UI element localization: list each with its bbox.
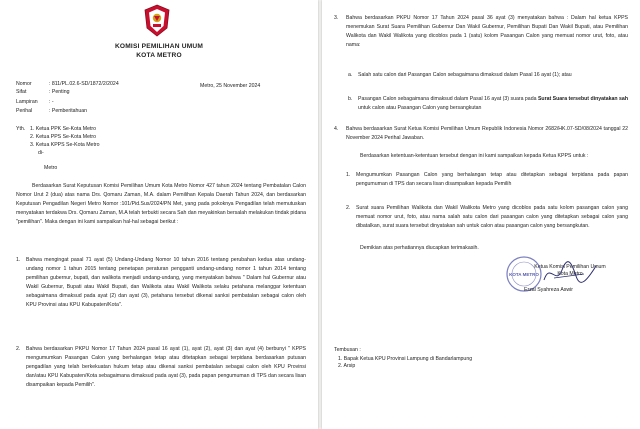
meta-label: Perihal <box>16 108 33 114</box>
point-3b-text-end: untuk calon atau Pasangan Calon yang bersangkutan <box>358 104 482 111</box>
subpoint-letter: b. <box>348 96 353 102</box>
signature-subtitle: Kota Metro <box>557 271 583 277</box>
handwritten-signature-icon <box>540 258 600 288</box>
tembusan-label: Tembusan : <box>334 347 361 353</box>
tembusan-item: 2. Arsip <box>338 363 356 369</box>
kpu-logo-icon <box>143 4 171 38</box>
letter-page-2 <box>322 0 640 429</box>
point-2-paragraph: Bahwa berdasarkan PKPU Nomor 17 Tahun 2024 pasal 16 ayat (1), ayat (2), ayat (3) dan ayat (4) berbunyi " KPPS mengumumkan Pasangan Calon yang berhalangan tetap atau ditetapkan sebagai terpidana berdasarkan putusan pengadilan yang telah berkekuatan hukum tetap atau dikenai sanksi pembatalan sebagai calon oleh KPU Provinsi dan/atau KPU Kabupaten/Kota sebagaimana dimaksud pada ayat (3), pada papan pengumuman di TPS dan secara lisan disampaikan kepada Pemilih". <box>26 346 306 388</box>
meta-label: Nomor <box>16 81 32 87</box>
addressee-item: 3. Ketua KPPS Se-Kota Metro <box>30 142 100 148</box>
stamp-text: KOTA METRO <box>509 272 539 277</box>
point-1-paragraph: Bahwa mengingat pasal 71 ayat (5) Undang-Undang Nomor 10 tahun 2016 tentang perubahan kedua atas undang-undang nomor 1 tahun 2015 tentang penetapan peraturan pengganti undang-undang nomor 1 tahun 2014 tentang pemilihan gubernur, bupati, dan walikota menjadi undang-undang, yang menyatakan bahwa " Dalam hal Gubernur atau Wakil Gubernur, Bupati atau Wakil Bupati, dan Walikota atau Wakil Walikota selaku petahana melanggar ketentuan sebagaimana dimaksud pada ayat (2) dan ayat (3), petahana tersebut dikenai sanksi pembatalan sebagai calon oleh KPU Provinsi atau KPU Kabupaten/Kota". <box>26 257 306 308</box>
conclusion-paragraph: Berdasarkan ketentuan-ketentuan tersebut dengan ini kami sampaikan kepada Ketua KPPS untuk : <box>360 153 589 159</box>
point-number: 2. <box>346 205 351 211</box>
point-3b-bold-text: Surat Suara tersebut dinyatakan sah <box>537 96 628 102</box>
point-number: 1. <box>346 172 351 178</box>
signatory-name: Erzal Syahreza Aswir <box>524 287 574 293</box>
addressee-salutation: Yth. <box>16 126 26 132</box>
meta-lampiran <box>16 99 54 105</box>
intro-paragraph: Berdasarkan Surat Keputusan Komisi Pemilihan Umum Kota Metro Nomor 427 tahun 2024 tentang Pembatalan Calon Nomor Urut 2 (dua) atas nama Drs. Qomaru Zaman, M.A. dalam Pemilihan Kepala Daerah Tahun 2024, dan berdasarkan Keputusan Pengadilan Negeri Metro Nomor :101/Pid.Sus/2024/PN Met, yang pada pokoknya Pengadilan telah memutuskan menyatakan terdakwa Drs. Qomaru Zaman, M.A telah terbukti secara Sah dan meyakinkan bersalah melakukan tindak pidana "pemilihan". Maka dengan ini kami sampaikan hal-hal sebagai berikut : <box>16 183 306 225</box>
meta-sifat <box>16 89 69 95</box>
letter-page-1 <box>0 0 318 429</box>
addressee-item: 2. Ketua PPS Se-Kota Metro <box>30 134 97 140</box>
point-number: 2. <box>16 346 21 352</box>
meta-value: : - <box>49 99 54 105</box>
closing-sentence: Demikian atas perhatiannya diucapkan terimakasih. <box>360 245 479 251</box>
point-4-paragraph: Bahwa berdasarkan Surat Ketua Komisi Pemilihan Umum Republik Indonesia Nomor 2682/HK.07-SD/08/2024 tanggal 22 November 2024 Perihal Jawaban. <box>346 126 628 141</box>
point-number: 3. <box>334 15 339 21</box>
signature-title: Ketua Komisi Pemilihan Umum <box>534 264 606 270</box>
addressee-place: Metro <box>44 165 58 171</box>
subpoint-letter: a. <box>348 72 353 78</box>
point-3a-paragraph: Salah satu calon dari Pasangan Calon sebagaimana dimaksud dalam Pasal 16 ayat (1); atau <box>358 72 572 78</box>
letter-date: Metro, 25 November 2024 <box>200 83 261 89</box>
meta-nomor <box>16 81 119 87</box>
letterhead-title: KOMISI PEMILIHAN UMUM <box>114 43 204 50</box>
point-number: 1. <box>16 257 21 263</box>
meta-label: Sifat <box>16 89 27 95</box>
meta-value: : 811/PL.02.6-SD/1872/2/2024 <box>49 81 119 87</box>
point-3-paragraph: Bahwa berdasarkan PKPU Nomor 17 Tahun 2024 pasal 36 ayat (3) menyatakan bahwa : Dalam hal ketua KPPS menemukan Surat Suara Pemilihan Gubernur Dan Wakil Gubernur, Pemilihan Bupati Dan Wakil Bupati, atau Pemilihan Walikota dan Wakil Walikota yang dicoblos pada 1 (satu) kolom Pasangan Calon yang memuat nomor urut, foto, atau nama: <box>346 15 628 48</box>
addressee-item: 1. Ketua PPK Se-Kota Metro <box>30 126 97 132</box>
point-3b-text: Pasangan Calon sebagaimana dimaksud dalam Pasal 16 ayat (3) suara pada <box>358 96 537 102</box>
conclusion-point-2: Surat suara Pemilihan Walikota dan Wakil Walikota Metro yang dicoblos pada satu kolom pasangan calon yang memuat nomor urut, foto, atau nama salah satu calon dari pasangan calon yang ditetapkan sebagai calon yang dibatalkan, surat suara tersebut dinyatakan sah untuk calon atau pasangan calon yang bersangkutan. <box>356 205 628 229</box>
meta-value: : Penting <box>49 89 70 95</box>
addressee-di: di- <box>38 150 44 156</box>
tembusan-item: 1. Bapak Ketua KPU Provinsi Lampung di Bandarlampung <box>338 356 473 362</box>
meta-value: : Pemberitahuan <box>49 108 88 114</box>
letterhead-subtitle: KOTA METRO <box>136 52 182 59</box>
conclusion-point-1: Mengumumkan Pasangan Calon yang berhalangan tetap atau ditetapkan sebagai terpidana pada papan pengumuman di TPS dan secara lisan disampaikan kepada Pemilih <box>356 172 628 187</box>
meta-label: Lampiran <box>16 99 38 105</box>
meta-perihal <box>16 108 87 114</box>
point-number: 4. <box>334 126 339 132</box>
point-3b-paragraph <box>358 95 628 113</box>
